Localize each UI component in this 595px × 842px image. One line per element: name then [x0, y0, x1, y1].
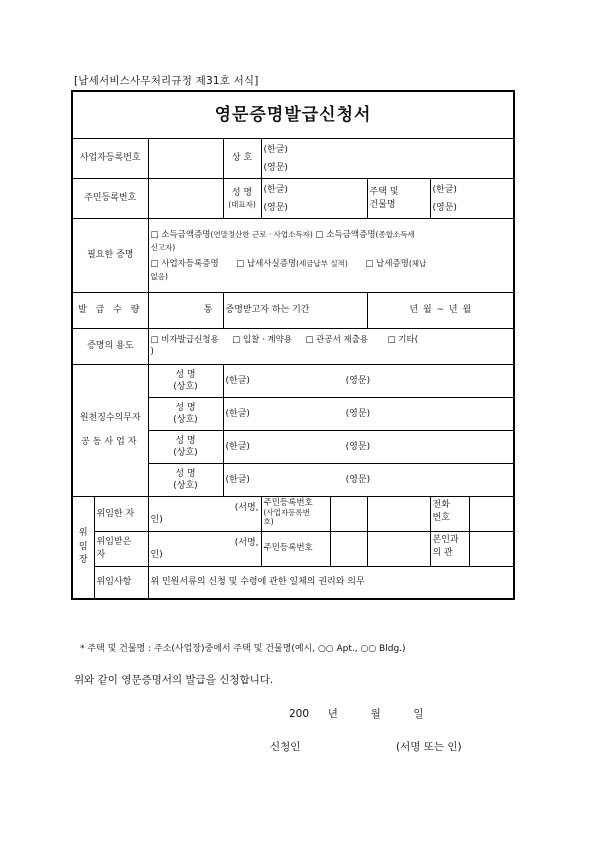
application-form-table — [71, 90, 515, 600]
joint-english-label-4: (영문) — [345, 474, 371, 485]
joint-name-field-3[interactable] — [223, 431, 514, 464]
phone-label: 전화 — [432, 500, 450, 510]
delegator-blank[interactable] — [367, 497, 430, 532]
trade-name-field[interactable] — [261, 139, 514, 179]
applicant-label: 신청인 — [270, 741, 301, 753]
delegation-side-label-1: 위 — [78, 528, 88, 538]
joint-name-field-2[interactable] — [223, 398, 514, 431]
phone-label-2: 번호 — [432, 512, 450, 523]
trade-name-english-label: (영문) — [263, 162, 288, 173]
resident-reg-number-label: 주민등록번호 — [72, 179, 148, 219]
name-korean-label: (한글) — [263, 184, 288, 195]
application-date — [289, 706, 424, 721]
joint-korean-label-2: (한글) — [225, 408, 250, 419]
tax-payment-cert-note-cont: 없음) — [150, 271, 168, 281]
joint-name-field-1[interactable] — [223, 365, 514, 398]
phone-field[interactable] — [470, 497, 514, 531]
relation-field[interactable] — [470, 532, 514, 566]
relation-label-2: 의 관 — [432, 547, 453, 558]
period-field[interactable]: 년 월 ~ 년 월 — [367, 293, 514, 329]
delegatee-label-2: 자 — [96, 550, 106, 560]
delegatee-label: 위임받은 — [96, 537, 132, 548]
delegation-matter-text: 위 민원서류의 신청 및 수령에 관한 일체의 권리와 의무 — [148, 567, 514, 599]
delegator-resident-label: 주민등록번호 — [263, 498, 313, 508]
checkbox-other[interactable]: □ 기타( — [387, 334, 419, 345]
business-reg-number-field[interactable] — [148, 139, 223, 179]
trade-name-label: 상 호 — [223, 139, 261, 179]
quantity-label: 발 급 수 량 — [72, 293, 148, 329]
joint-name-sub-4: (상호) — [173, 481, 198, 491]
delegator-sign-label: (서명, — [234, 502, 259, 513]
applicant-sign-field[interactable]: (서명 또는 인) — [396, 741, 462, 753]
withholding-agent-label: 원천징수의무자 — [79, 413, 141, 424]
joint-business-label: 공동사업자 — [81, 436, 140, 447]
delegator-resident-sub: (사업자등록번 — [263, 508, 310, 518]
form-regulation-reference: [남세서비스사무처리규정 제31호 서식] — [74, 75, 259, 87]
joint-name-label-2: 성 명 — [175, 402, 196, 413]
representative-label: (대표자) — [228, 199, 256, 209]
delegation-matter-label: 위임사항 — [94, 567, 148, 599]
joint-name-label-3: 성 명 — [175, 435, 196, 446]
name-field[interactable] — [261, 179, 367, 219]
income-cert-comprehensive-note: (종합소득세 — [375, 229, 415, 239]
joint-name-sub-1: (상호) — [173, 382, 198, 392]
other-usage-close: ) — [150, 346, 154, 357]
checkbox-income-cert-salaried[interactable]: □ 소득금액증명 — [150, 229, 211, 240]
delegator-resident-sub-2: 호) — [263, 517, 274, 527]
delegator-resident-field[interactable] — [331, 497, 367, 531]
delegatee-field[interactable] — [148, 532, 261, 567]
footnote: * 주택 및 건물명 : 주소(사업장)중에서 주택 및 건물명(예시, ○○ Apt., ○○ Bldg.) — [80, 644, 406, 654]
address-building-field[interactable] — [430, 179, 514, 219]
checkbox-bid-contract[interactable]: □ 입찰 · 계약용 — [232, 334, 293, 345]
address-korean-label: (한글) — [432, 184, 457, 195]
name-english-label: (영문) — [263, 202, 288, 213]
joint-name-sub-3: (상호) — [173, 448, 198, 458]
checkbox-tax-payment-cert[interactable]: □ 납세증명 — [365, 258, 409, 269]
joint-name-sub-2: (상호) — [173, 415, 198, 425]
income-cert-salaried-note: (연말정산한 근로 · 사업소득자) — [210, 229, 313, 239]
delegatee-sign-label-2: 인) — [150, 550, 163, 560]
joint-english-label-2: (영문) — [345, 408, 371, 419]
joint-korean-label-4: (한글) — [225, 474, 250, 485]
joint-korean-label-3: (한글) — [225, 441, 250, 452]
checkbox-visa[interactable]: □ 비자발급신청용 — [150, 334, 219, 345]
tax-payment-fact-note: (세금납부 실적) — [296, 258, 348, 268]
application-statement: 위와 같이 영문증명서의 발급을 신청합니다. — [74, 674, 274, 686]
trade-name-korean-label: (한글) — [263, 144, 288, 155]
joint-name-label-1: 성 명 — [175, 369, 196, 380]
delegation-side-label-3: 장 — [78, 555, 88, 565]
delegatee-blank[interactable] — [367, 532, 430, 567]
tax-payment-cert-note: (체납 — [408, 258, 427, 268]
period-label: 증명받고자 하는 기간 — [223, 293, 367, 329]
delegatee-resident-field[interactable] — [331, 532, 367, 566]
usage-label: 증명의 용도 — [72, 329, 148, 365]
delegatee-resident-label: 주민등록번호 — [262, 532, 331, 566]
joint-name-label-4: 성 명 — [175, 468, 196, 479]
form-title: 영문증명발급신청서 — [72, 91, 514, 139]
delegator-field[interactable] — [148, 497, 261, 532]
relation-label: 본인과 — [432, 535, 459, 545]
joint-english-label-3: (영문) — [345, 441, 371, 452]
address-building-label: 주택 및 건물명 — [367, 179, 430, 219]
date-year-unit: 년 — [327, 708, 338, 720]
required-cert-label: 필요한 증명 — [72, 219, 148, 293]
date-month-unit: 월 — [370, 708, 381, 720]
joint-korean-label-1: (한글) — [225, 375, 250, 386]
quantity-unit: 통 — [203, 305, 213, 316]
delegator-sign-label-2: 인) — [150, 515, 163, 525]
joint-name-field-4[interactable] — [223, 464, 514, 497]
joint-english-label-1: (영문) — [345, 375, 371, 386]
delegator-label: 위임한 자 — [94, 497, 148, 532]
delegation-side-label-2: 임 — [78, 541, 88, 552]
checkbox-tax-payment-fact-cert[interactable]: □ 납세사실증명 — [236, 258, 297, 269]
delegatee-sign-label: (서명, — [234, 537, 259, 548]
quantity-field[interactable] — [148, 293, 223, 329]
income-cert-comprehensive-note-cont: 신고자) — [150, 242, 176, 252]
checkbox-income-cert-comprehensive[interactable]: □ 소득금액증명 — [315, 229, 376, 240]
checkbox-government-office[interactable]: □ 관공서 제출용 — [305, 334, 369, 345]
name-label: 성 명 — [231, 188, 253, 199]
date-year[interactable]: 200 — [289, 708, 310, 720]
date-day-unit: 일 — [413, 708, 424, 720]
resident-reg-number-field[interactable] — [148, 179, 223, 219]
checkbox-business-reg-cert[interactable]: □ 사업자등록증명 — [150, 258, 219, 269]
business-reg-number-label: 사업자등록번호 — [72, 139, 148, 179]
address-english-label: (영문) — [432, 202, 457, 213]
